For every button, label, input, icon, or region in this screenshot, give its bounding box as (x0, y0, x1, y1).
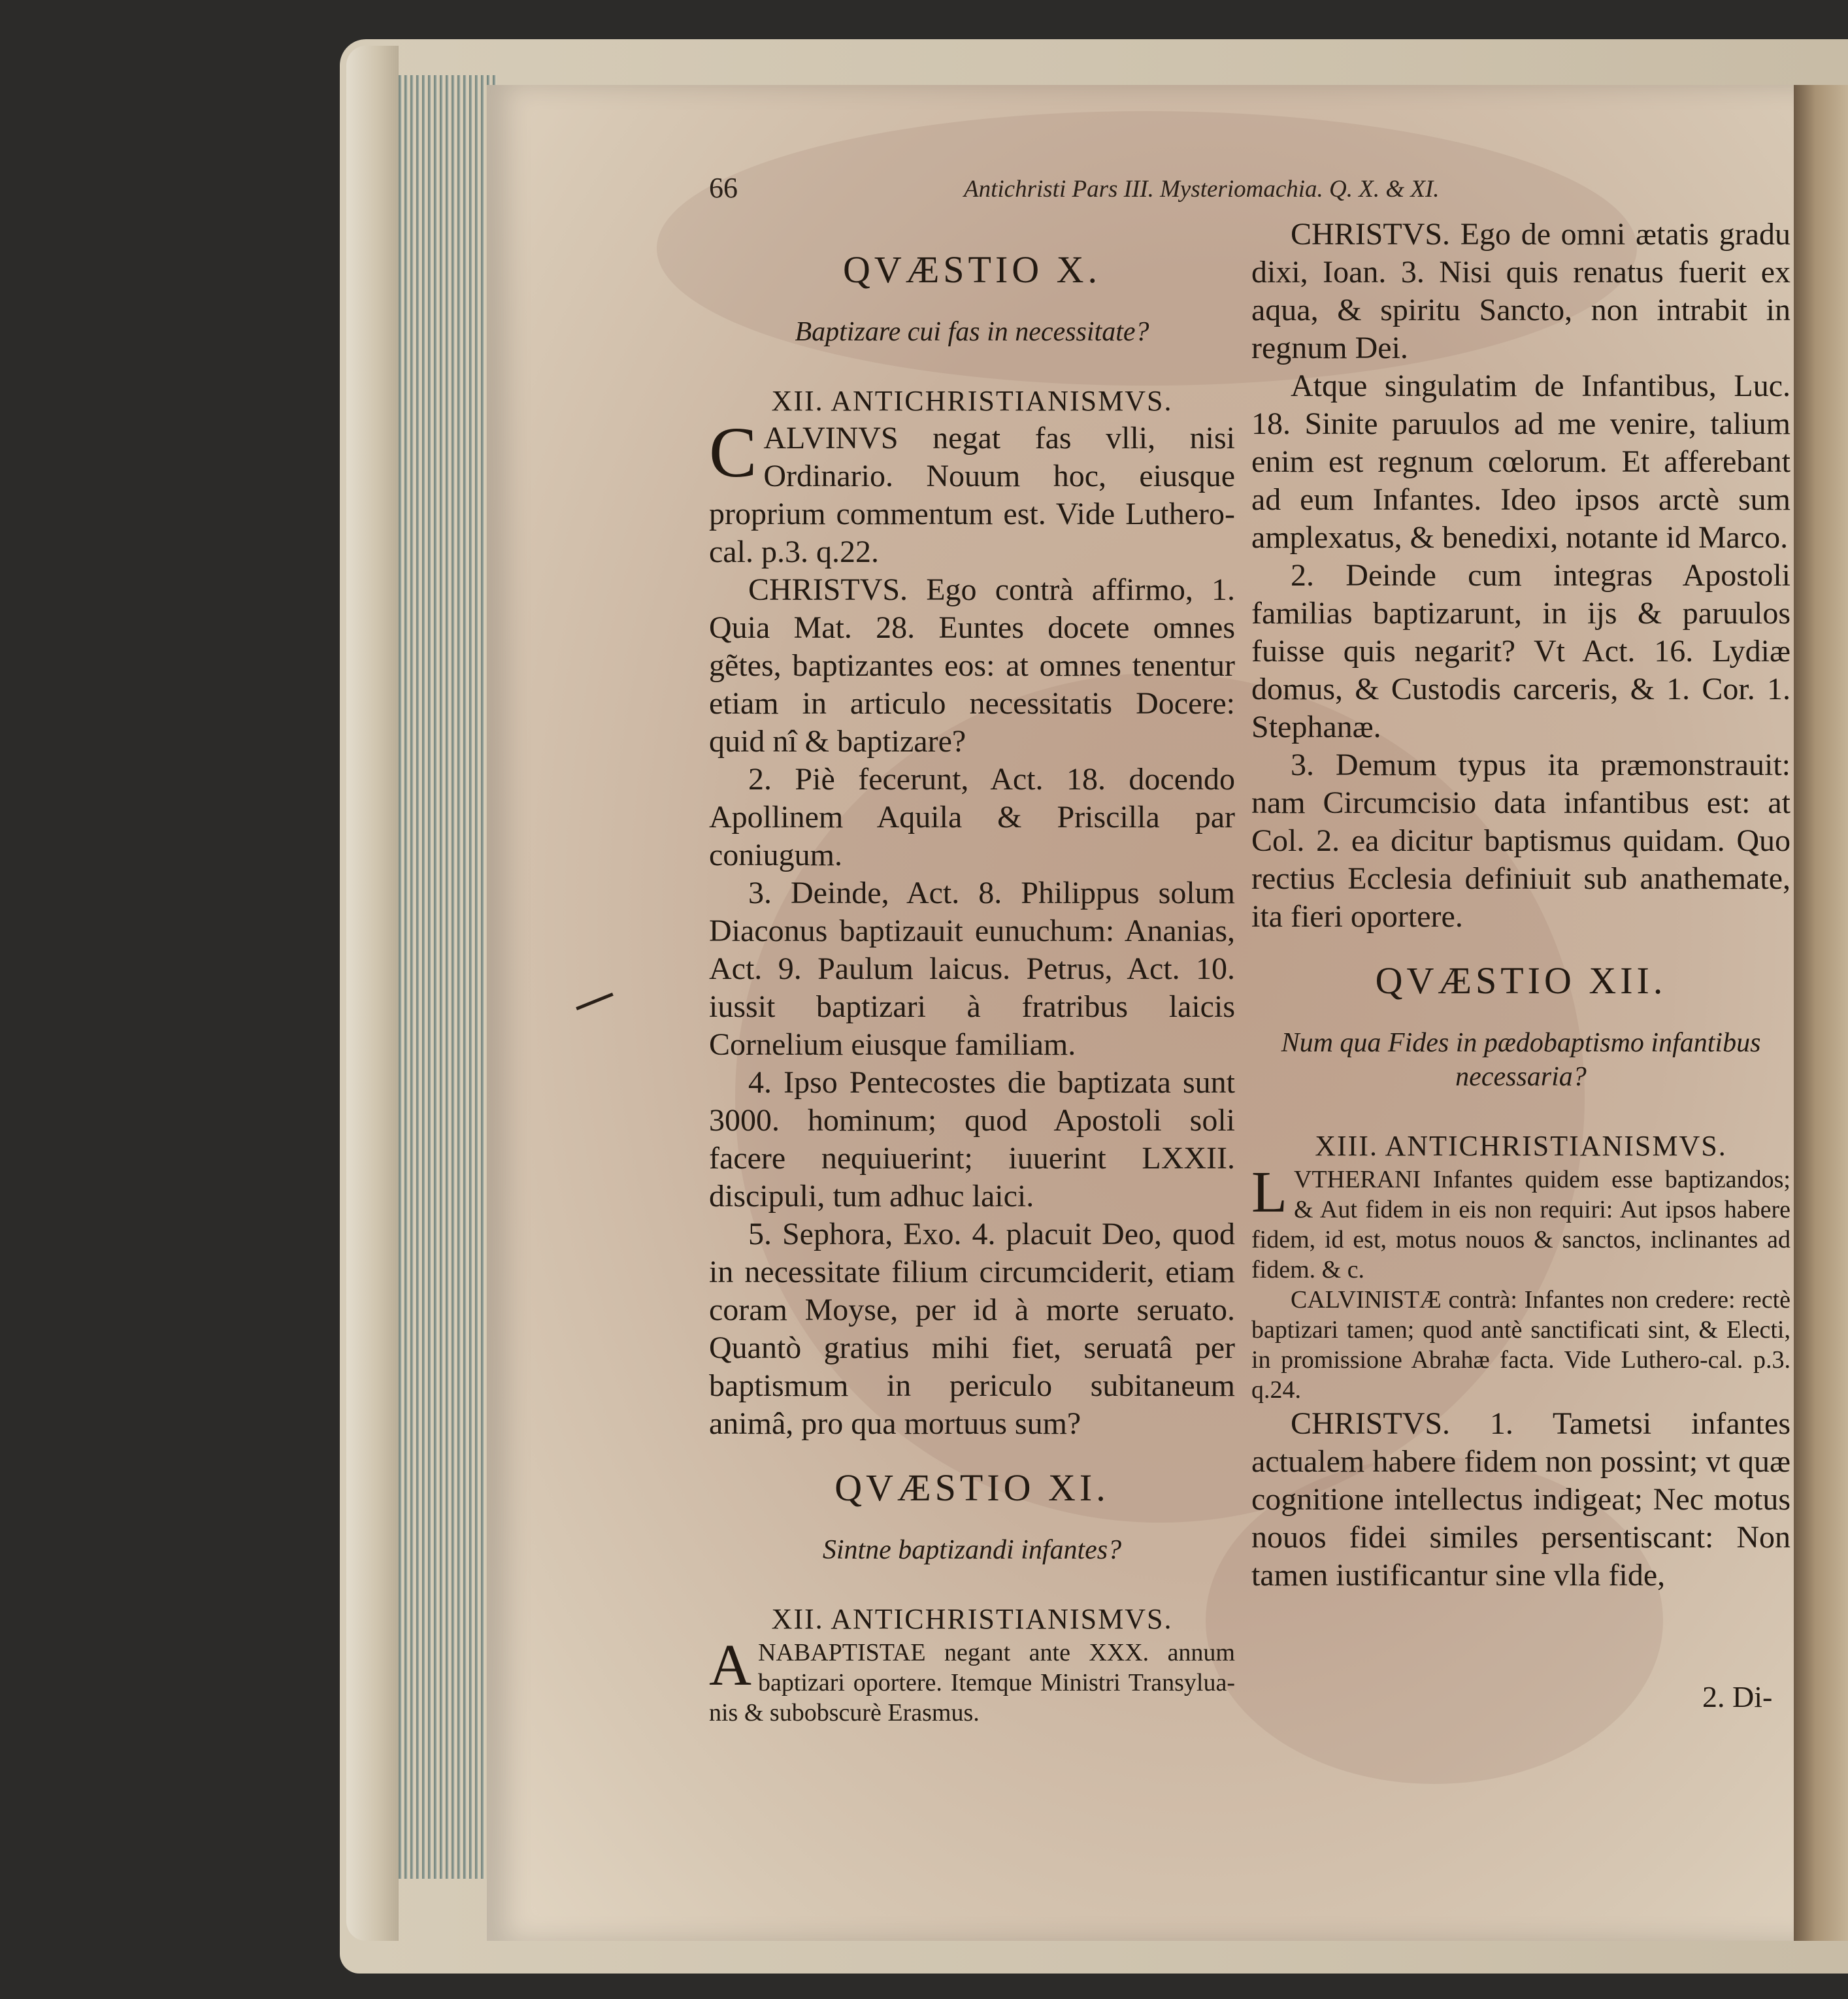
page-edges (399, 75, 497, 1879)
paragraph: 2. Piè fecerunt, Act. 18. docendo Apollinem Aquila & Priscilla par coniugum. (709, 762, 1235, 872)
right-column (1251, 216, 1790, 1594)
running-header (709, 171, 1781, 210)
antichristianismus-heading: XIII. ANTICHRISTIANISMVS. (1315, 1130, 1727, 1162)
question-12-subtitle: Num qua Fides in pædobaptismo infantibus necessaria? (1281, 1028, 1761, 1092)
christus-response: CHRISTVS. 1. Tametsi infantes actualem habere fidem non possint; vt quæ cognitione intellectus indigeat; Nec motus nouos fidei similes persentiscant: Non tamen iustificantur sine vlla fide, (1251, 1406, 1790, 1593)
paragraph: 2. Deinde cum integras Apostoli familias baptizarunt, in ijs & paruulos fuisse quis negarit? Vt Act. 16. Lydiæ domus, & Custodis carceris, & 1. Cor. 1. Stephanæ. (1251, 558, 1790, 744)
next-page-edge (1794, 85, 1848, 1941)
question-10-subtitle: Baptizare cui fas in necessitate? (795, 317, 1149, 347)
antichristianismus-text: CALVINVS negat fas vlli, nisi Ordinario. Nouum hoc, eiusque proprium commentum est. Vide Luthero-cal. p.3. q.22. (709, 412, 1235, 569)
christus-response: CHRISTVS. Ego contrà affirmo, 1. Quia Mat. 28. Euntes docete omnes gẽtes, baptizantes eos: at omnes tenentur etiam in articulo necessitatis Docere: quid nî & baptizare? (709, 572, 1235, 759)
paragraph: 3. Deinde, Act. 8. Philippus solum Diaconus baptizauit eunuchum: Ananias, Act. 9. Paulum laicus. Petrus, Act. 10. iussit baptizari à fratribus laicis Cornelium eiusque familiam. (709, 876, 1235, 1062)
antichristianismus-text: ANABAPTISTAE negant ante XXX. annum baptizari oportere. Itemque Ministri Transylua-nis & subobscurè Erasmus. (709, 1633, 1235, 1726)
antichristianismus-heading: XII. ANTICHRISTIANISMVS. (771, 385, 1173, 417)
christus-response: CHRISTVS. Ego de omni ætatis gradu dixi, Ioan. 3. Nisi quis renatus fuerit ex aqua, & spiritu Sancto, non intrabit in regnum Dei. (1251, 217, 1790, 365)
running-title: Antichristi Pars III. Mysteriomachia. Q. X. & XI. (964, 176, 1440, 203)
drop-cap: L (1251, 1160, 1287, 1225)
antichristianismus-text: LVTHERANI Infantes quidem esse baptizandos; & Aut fidem in eis non requiri: Aut ipsos habere fidem, id est, motus nouos & sanctos, inclinantes ad fidem. & c. (1251, 1160, 1790, 1283)
question-10-title: QVÆSTIO X. (842, 248, 1102, 291)
question-12-title: QVÆSTIO XII. (1375, 959, 1667, 1002)
spine-edge (346, 46, 399, 1941)
question-11-title: QVÆSTIO XI. (834, 1466, 1110, 1509)
antichristianismus-heading: XII. ANTICHRISTIANISMVS. (771, 1603, 1173, 1635)
page-number: 66 (709, 172, 738, 204)
drop-cap: C (709, 412, 757, 492)
drop-cap: A (709, 1633, 751, 1698)
paragraph: 5. Sephora, Exo. 4. placuit Deo, quod in necessitate filium circumciderit, etiam coram Moyse, per id à morte seruato. Quantò gratius mihi fiet, seruatâ per baptismum in periculo subitaneum animâ, pro qua mortuus sum? (709, 1217, 1235, 1441)
question-11-subtitle: Sintne baptizandi infantes? (822, 1535, 1122, 1565)
calvinistae-paragraph: CALVINISTÆ contrà: Infantes non credere: rectè baptizari tamen; quod antè sanctificati sint, & Electi, in promissione Abrahæ facta. Vide Luthero-cal. p.3. q.24. (1251, 1286, 1790, 1404)
paragraph: 3. Demum typus ita præmonstrauit: nam Circumcisio data infantibus est: at Col. 2. ea dicitur baptismus quidam. Quo rectius Ecclesia definiuit sub anathemate, ita fieri oportere. (1251, 748, 1790, 934)
left-column (709, 242, 1235, 1728)
paragraph: 4. Ipso Pentecostes die baptizata sunt 3000. hominum; quod Apostoli soli facere nequiuerint; iuuerint LXXII. discipuli, tum adhuc laici. (709, 1065, 1235, 1214)
catchword: 2. Di- (1702, 1680, 1773, 1713)
paragraph: Atque singulatim de Infantibus, Luc. 18. Sinite paruulos ad me venire, talium enim est regnum cœlorum. Et afferebant ad eum Infantes. Ideo ipsos arctè sum amplexatus, & benedixi, notante id Marco. (1251, 369, 1790, 555)
